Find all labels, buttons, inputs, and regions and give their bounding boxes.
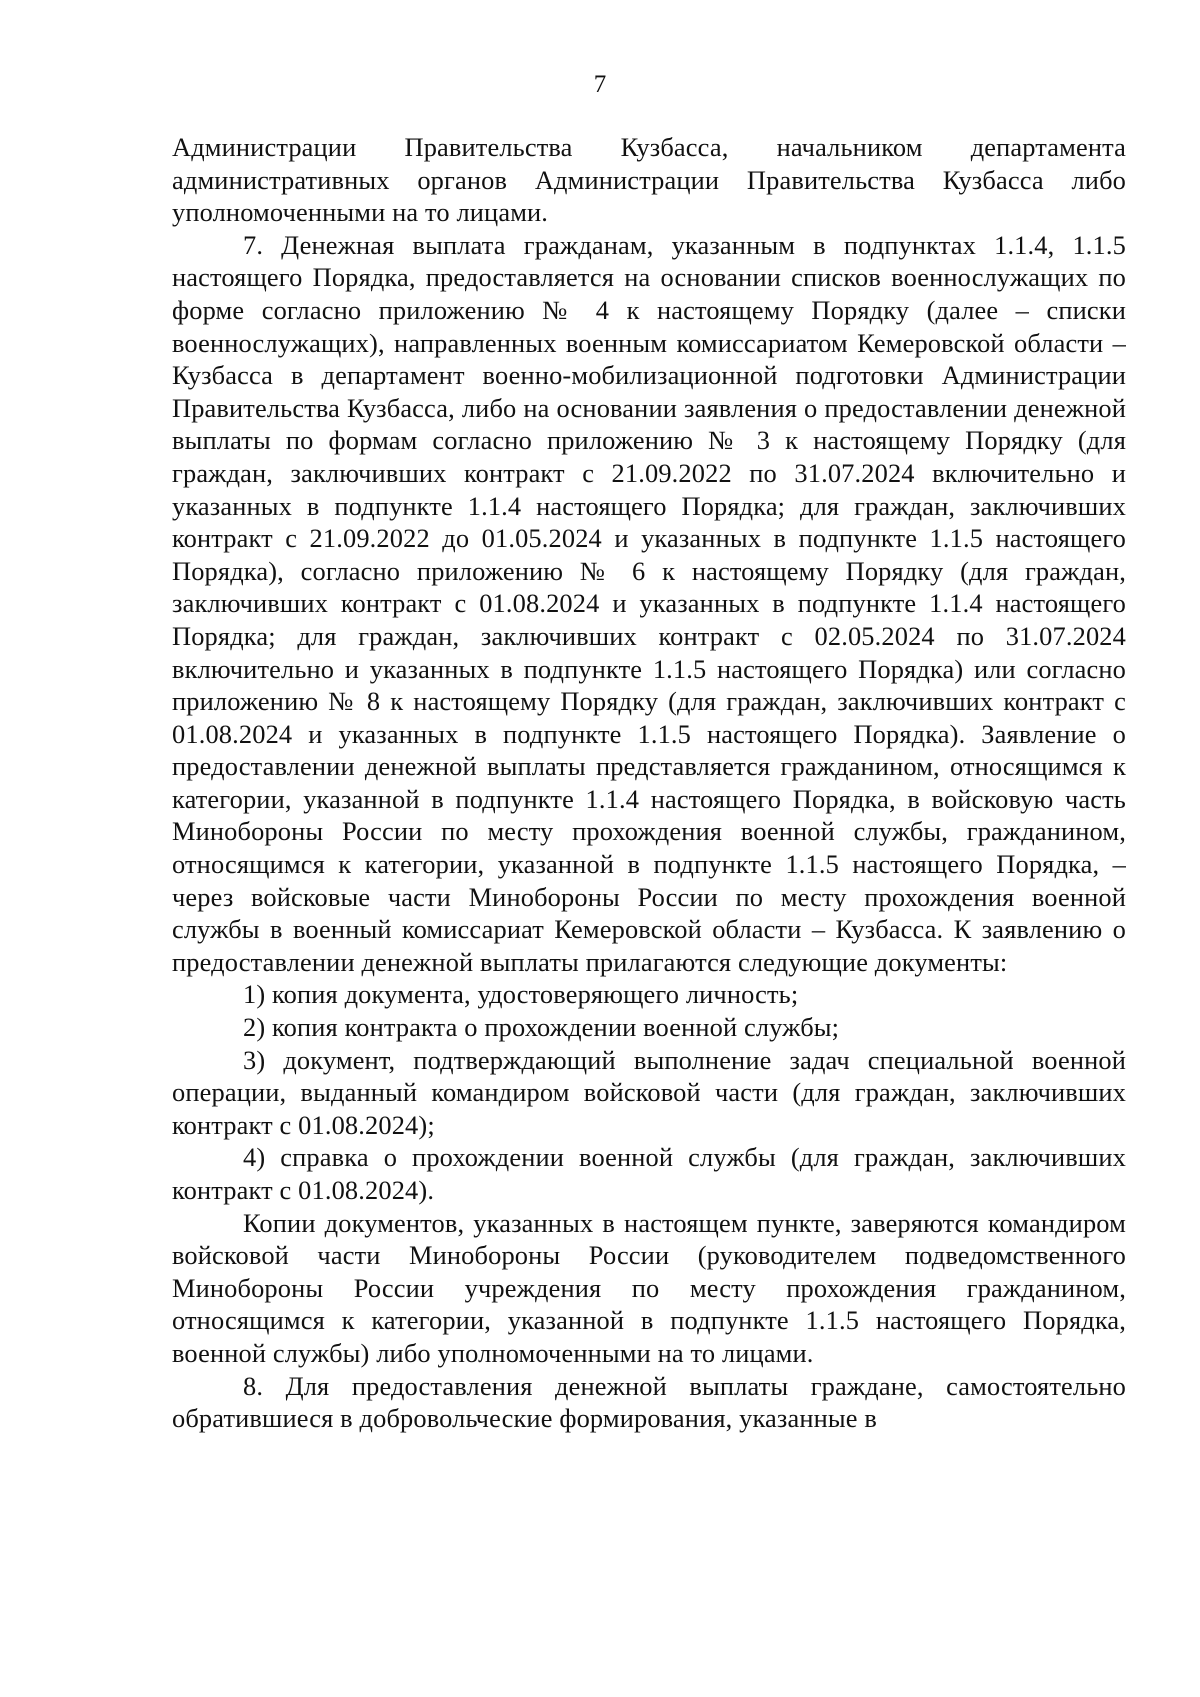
- page-number: 7: [593, 71, 607, 98]
- list-item-document-2: 2) копия контракта о прохождении военной службы;: [243, 1012, 840, 1043]
- paragraph-copies-certification: Копии документов, указанных в настоящем пункте, заверяются командиром войсковой части Минобороны России (руководителем подведомственного Минобороны России учреждения по месту прохождения гражданином, относящимся к категории, указанной в подпункте 1.1.5 настоящего Порядка, военной службы) либо уполномоченными на то лицами.: [172, 1207, 1126, 1368]
- list-item-document-3: 3) документ, подтверждающий выполнение задач специальной военной операции, выданный командиром войсковой части (для граждан, заключивших контракт с 01.08.2024);: [172, 1044, 1126, 1140]
- paragraph-item-8: 8. Для предоставления денежной выплаты граждане, самостоятельно обратившиеся в добровольческие формирования, указанные в: [172, 1370, 1126, 1434]
- paragraph-item-7: 7. Денежная выплата гражданам, указанным в подпунктах 1.1.4, 1.1.5 настоящего Порядка, предоставляется на основании списков военнослужащих по форме согласно приложению № 4 к настоящему Порядку (далее – списки военнослужащих), направленных военным комиссариатом Кемеровской области – Кузбасса в департамент военно-мобилизационной подготовки Администрации Правительства Кузбасса, либо на основании заявления о предоставлении денежной выплаты по формам согласно приложению № 3 к настоящему Порядку (для граждан, заключивших контракт с 21.09.2022 по 31.07.2024 включительно и указанных в подпункте 1.1.4 настоящего Порядка; для граждан, заключивших контракт с 21.09.2022 до 01.05.2024 и указанных в подпункте 1.1.5 настоящего Порядка), согласно приложению № 6 к настоящему Порядку (для граждан, заключивших контракт с 01.08.2024 и указанных в подпункте 1.1.4 настоящего Порядка; для граждан, заключивших контракт с 02.05.2024 по 31.07.2024 включительно и указанных в подпункте 1.1.5 настоящего Порядка) или согласно приложению № 8 к настоящему Порядку (для граждан, заключивших контракт с 01.08.2024 и указанных в подпункте 1.1.5 настоящего Порядка). Заявление о предоставлении денежной выплаты представляется гражданином, относящимся к категории, указанной в подпункте 1.1.4 настоящего Порядка, в войсковую часть Минобороны России по месту прохождения военной службы, гражданином, относящимся к категории, указанной в подпункте 1.1.5 настоящего Порядка, – через войсковые части Минобороны России по месту прохождения военной службы в военный комиссариат Кемеровской области – Кузбасса. К заявлению о предоставлении денежной выплаты прилагаются следующие документы:: [172, 229, 1126, 977]
- list-item-document-1: 1) копия документа, удостоверяющего личность;: [243, 979, 799, 1010]
- list-item-document-4: 4) справка о прохождении военной службы (для граждан, заключивших контракт с 01.08.2024).: [172, 1142, 1126, 1205]
- paragraph-continuation: Администрации Правительства Кузбасса, начальником департамента административных органов Администрации Правительства Кузбасса либо уполномоченными на то лицами.: [172, 132, 1126, 228]
- document-body: [172, 131, 1126, 1435]
